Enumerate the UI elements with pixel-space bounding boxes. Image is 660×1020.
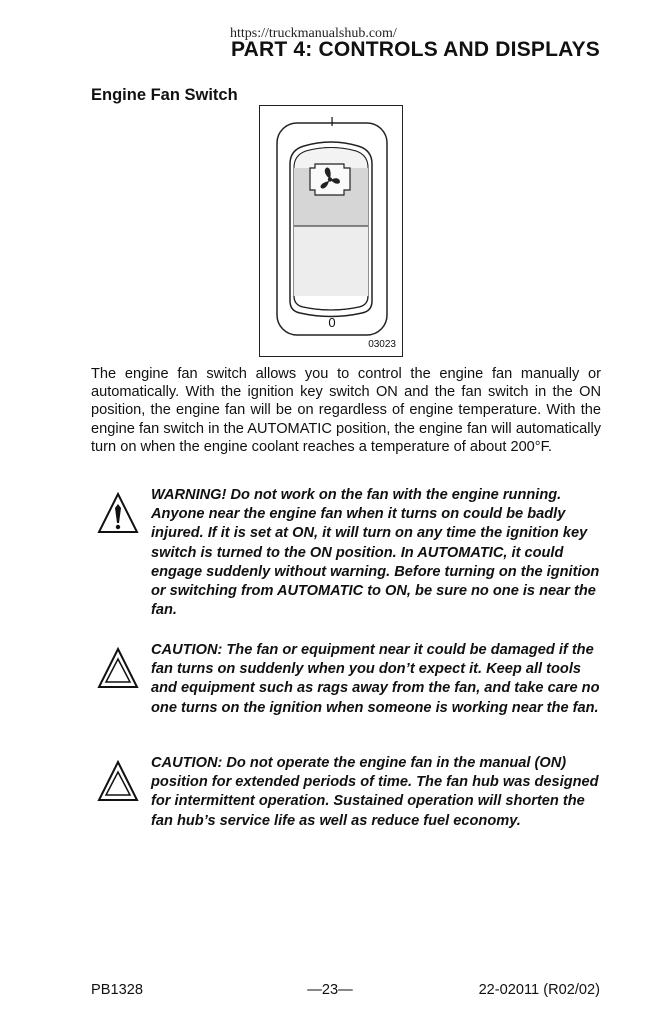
fan-icon (310, 164, 350, 195)
watermark-url[interactable]: https://truckmanualshub.com/ (230, 26, 397, 41)
caution-text: CAUTION: Do not operate the engine fan in the manual (ON) position for extended periods of time. The fan hub was designed for intermittent operation. Sustained operation will shorten the fan hub’s service life as well as reduce fuel economy. (151, 755, 599, 829)
warning-exclamation-icon (97, 492, 139, 534)
caution-triangle-icon (97, 760, 139, 802)
caution-notice (91, 641, 601, 718)
part-header: PART 4: CONTROLS AND DISPLAYS (230, 38, 600, 61)
caution-triangle-icon (97, 647, 139, 689)
footer-document-code: PB1328 (91, 982, 143, 998)
switch-off-label: 0 (328, 315, 336, 330)
section-title: Engine Fan Switch (91, 86, 238, 104)
warning-text: WARNING! Do not work on the fan with the engine running. Anyone near the engine fan when it turns on could be badly injured. If it is set at ON, it will turn on any time the ignition key switch is turned to the ON position. In AUTOMATIC, it could engage suddenly without warning. Before turning on the ignition or switching from AUTOMATIC to ON, be sure no one is near the fan. (151, 487, 600, 619)
body-paragraph: The engine fan switch allows you to control the engine fan manually or automatically. With the ignition key switch ON and the fan switch in the ON position, the engine fan will be on regardless of engine temperature. With the engine fan switch in the AUTOMATIC position, the engine fan will automatically turn on when the engine coolant reaches a temperature of about 200°F. (91, 366, 601, 455)
engine-fan-switch-figure (259, 105, 403, 357)
warning-notice (91, 486, 601, 620)
footer-revision: 22-02011 (R02/02) (478, 982, 600, 998)
caution-notice (91, 754, 601, 831)
switch-on-label: I (330, 114, 334, 129)
footer-page-number: —23— (307, 982, 353, 998)
caution-text: CAUTION: The fan or equipment near it could be damaged if the fan turns on suddenly when you don’t expect it. Keep all tools and equipment such as rags away from the fan, and take care no one turns on the ignition when someone is working near the fan. (151, 642, 600, 716)
figure-id: 03023 (368, 339, 396, 350)
